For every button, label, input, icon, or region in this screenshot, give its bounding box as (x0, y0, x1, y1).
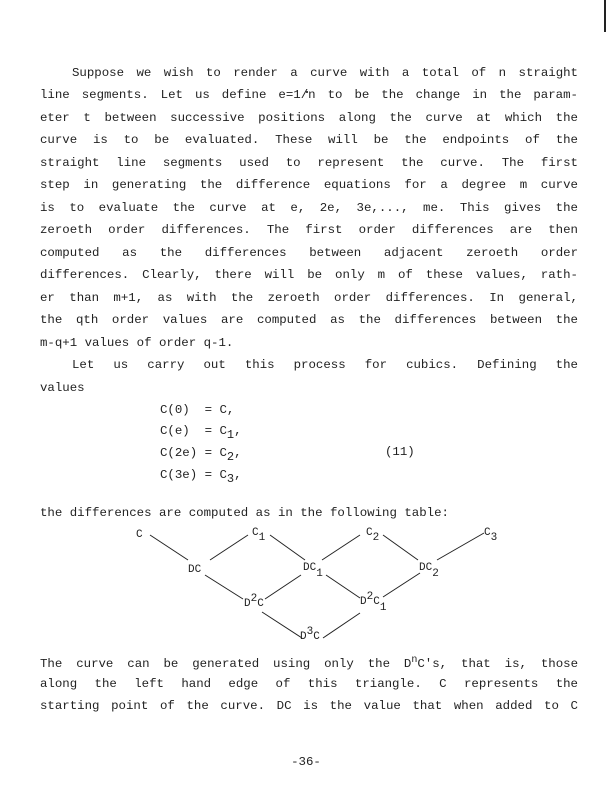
subscript: 2 (226, 450, 235, 464)
diagram-edges (150, 533, 484, 638)
node-dc: DC (188, 564, 202, 576)
equation: $C(e) = C_1$, (160, 424, 242, 442)
text-line: eter t between successive positions along the curve at which the (40, 111, 578, 125)
text-line: the differences are computed as in the following table: (40, 506, 449, 520)
node-dc2: DC2 (419, 562, 439, 580)
edge (262, 612, 302, 638)
node-d3c: D3C (300, 626, 320, 643)
edge (383, 573, 420, 597)
text-line: starting point of the curve. DC is the value that when added to C (40, 699, 578, 713)
equation: $C(3e) = C_3$, (160, 468, 242, 486)
equation-text: C(2e) = C (160, 446, 227, 460)
edge (205, 575, 243, 599)
edge (210, 535, 248, 560)
text-line: differences. Clearly, there will be only m of these values, rath- (40, 268, 578, 282)
node-c1: C1 (252, 527, 266, 544)
subscript: 1 (226, 428, 235, 442)
equation-text: C(e) = C (160, 424, 227, 438)
text-line (40, 654, 578, 671)
text-line: line segments. Let us define e=1/n to be the change in the param- (40, 88, 578, 102)
edge (265, 575, 301, 599)
text-line: Let us carry out this process for cubics. Defining the (72, 358, 578, 372)
equation-number: (11) (385, 445, 415, 459)
node-dc1: DC1 (303, 562, 323, 580)
text-line: values (40, 381, 85, 395)
text-fragment: The curve can be generated using only the D (40, 657, 412, 672)
node-c2: C2 (366, 527, 380, 544)
difference-triangle-diagram (0, 510, 612, 650)
text-line: along the left hand edge of this triangle. C represents the (40, 677, 578, 691)
text-line: er than m+1, as with the zeroeth order differences. In general, (40, 291, 578, 305)
text-line: the qth order values are computed as the differences between the (40, 313, 578, 327)
subscript: 3 (226, 472, 235, 486)
edge (270, 535, 305, 560)
node-c: C (136, 529, 143, 541)
text-line: straight line segments used to represent the curve. The first (40, 156, 578, 170)
edge (383, 535, 418, 560)
text-line: is to evaluate the curve at e, 2e, 3e,..., me. This gives the (40, 201, 578, 215)
text-line: m-q+1 values of order q-1. (40, 336, 234, 350)
node-d2c: D2C (244, 593, 264, 610)
page-number: -36- (291, 755, 321, 769)
text-line: computed as the differences between adjacent zeroeth order (40, 246, 578, 260)
edge (322, 535, 360, 560)
equation (160, 403, 234, 417)
superscript: n (411, 655, 418, 666)
equation-text: C(3e) = C (160, 468, 227, 482)
equation: $C(2e) = C_2$, (160, 446, 242, 464)
text-fragment: C's, that is, those (417, 657, 579, 672)
text-line: curve is to be evaluated. These will be the endpoints of the (40, 133, 578, 147)
equation-text: C(0) = C, (160, 403, 235, 417)
text-line: Suppose we wish to render a curve with a total of n straight (72, 66, 578, 80)
node-d2c1: D2C1 (360, 591, 387, 614)
edge (326, 575, 360, 598)
page-edge-mark (604, 0, 606, 32)
edge (323, 613, 360, 638)
edge (150, 535, 188, 560)
text-line: step in generating the difference equations for a degree m curve (40, 178, 578, 192)
text-line: zeroeth order differences. The first order differences are then (40, 223, 578, 237)
edge (437, 533, 484, 560)
node-c3: C3 (484, 527, 498, 544)
